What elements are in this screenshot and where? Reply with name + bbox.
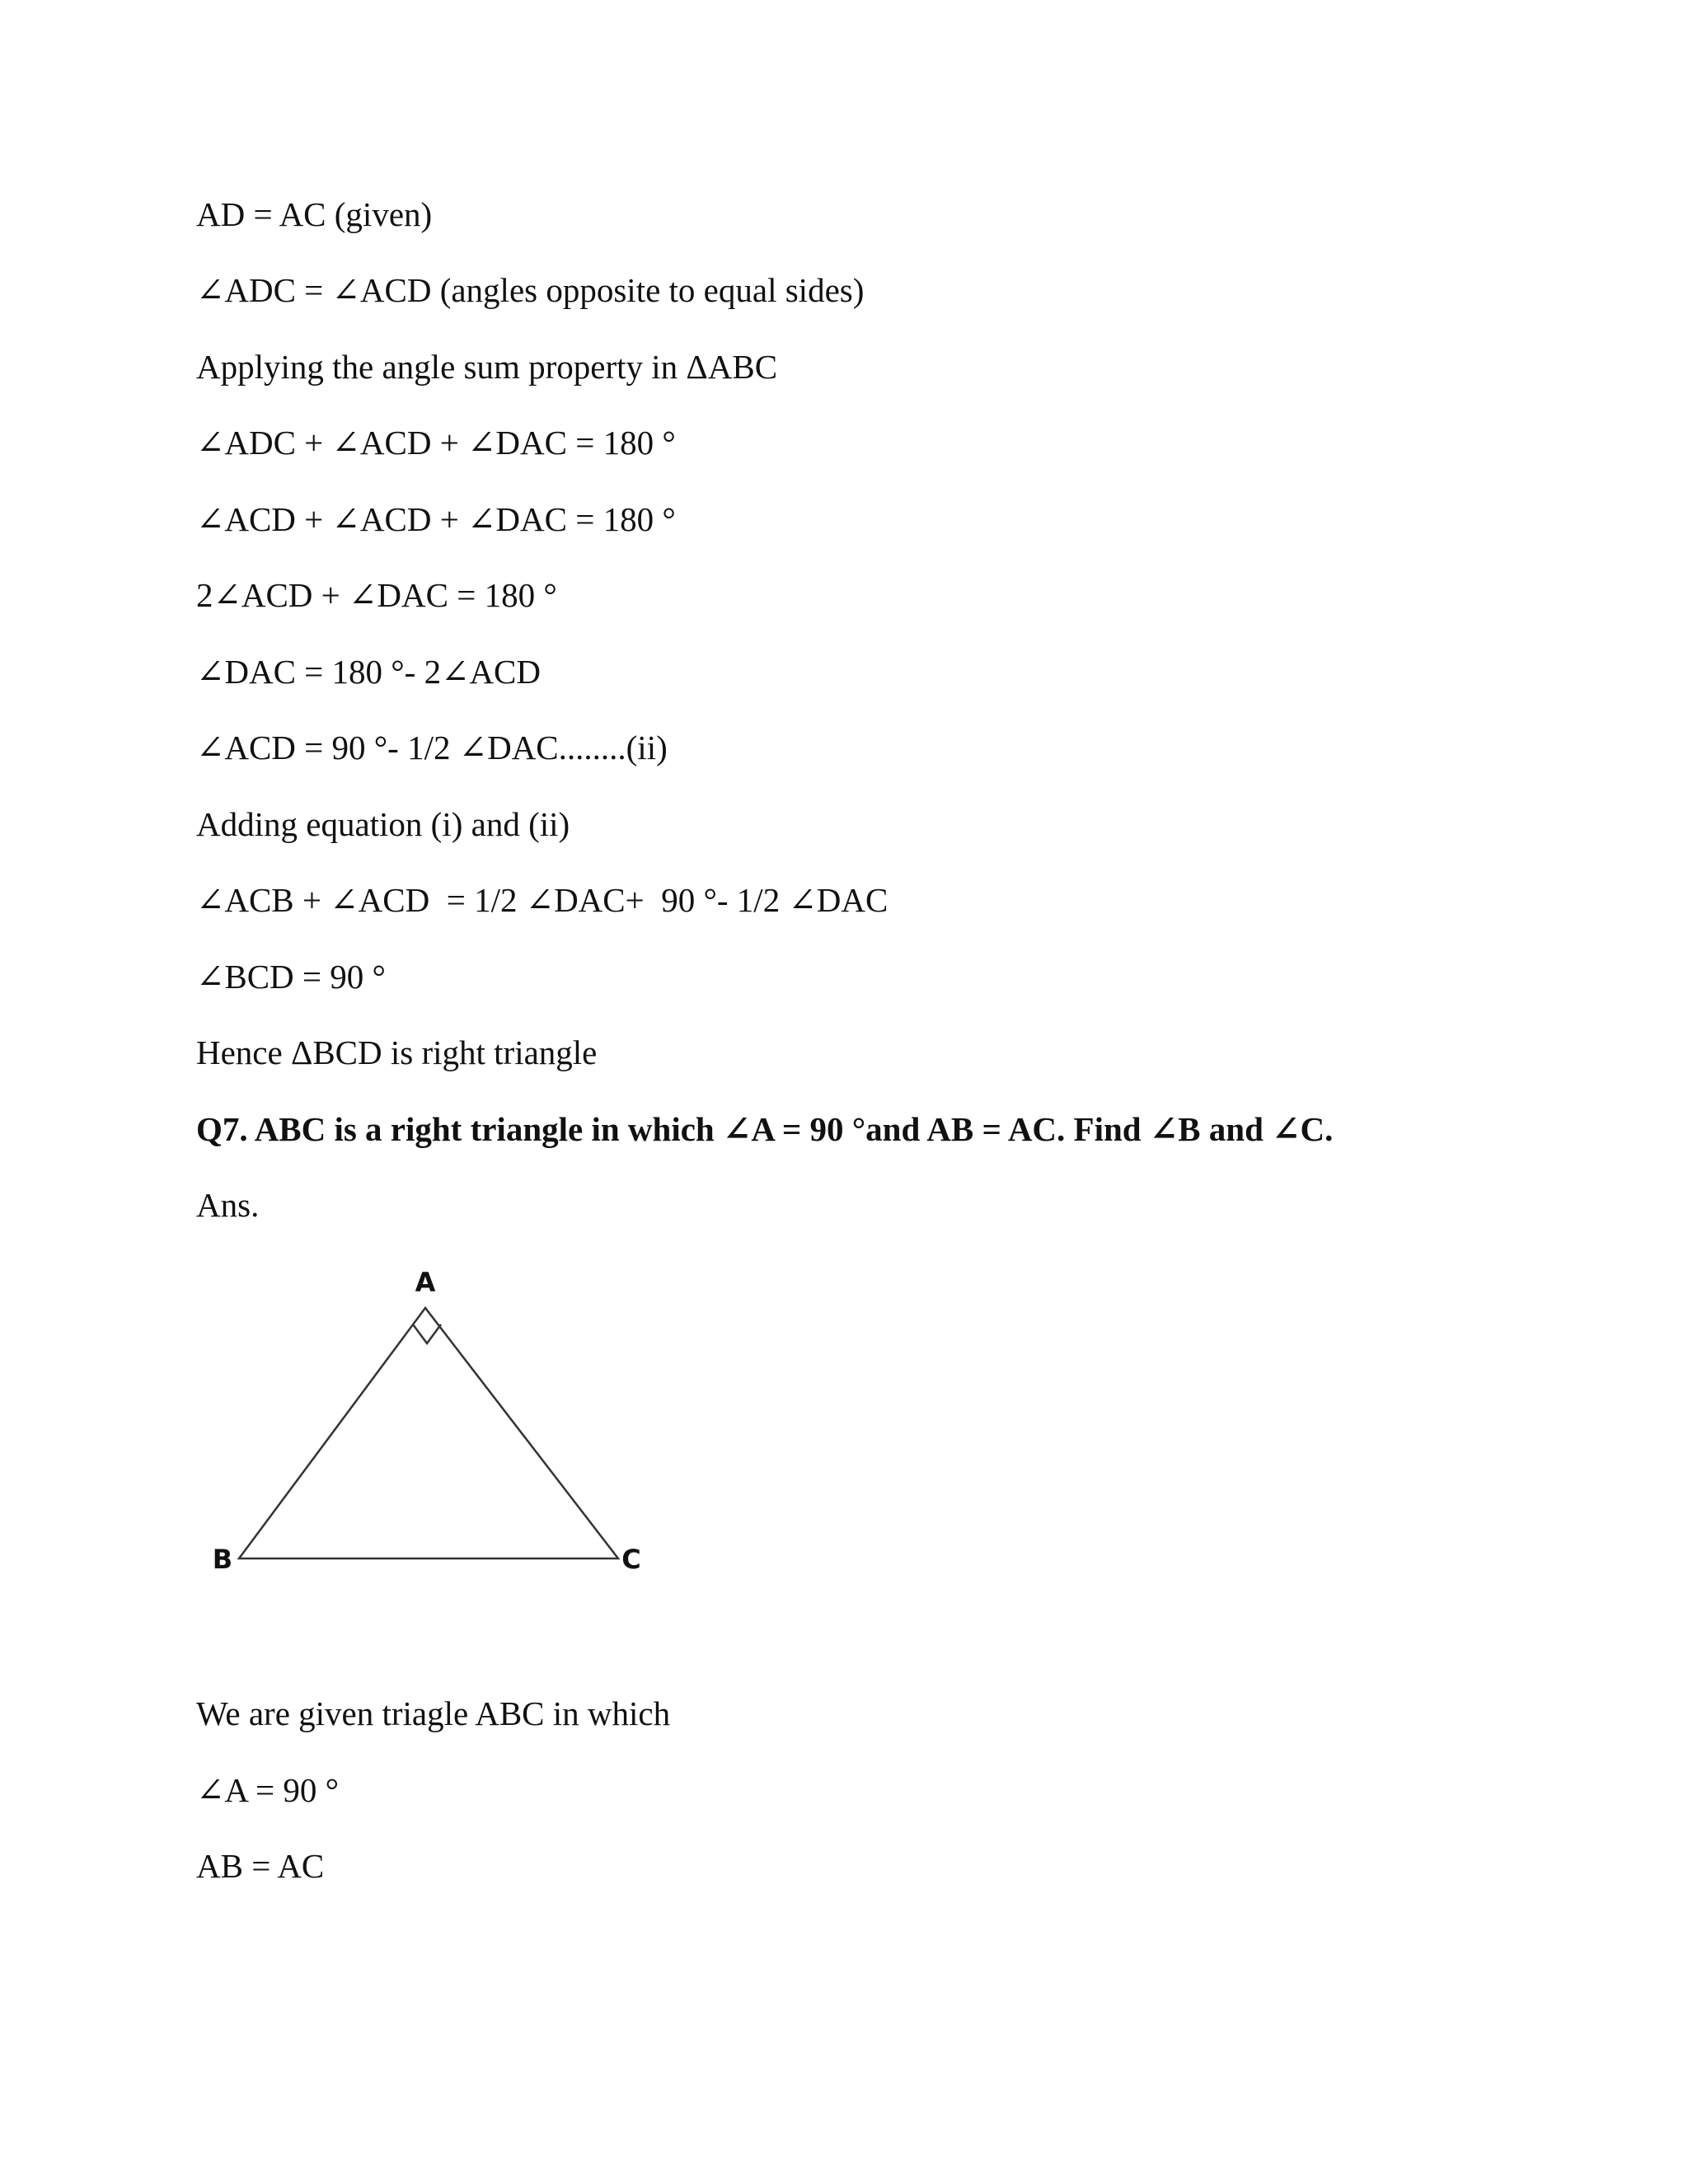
text-line-given-triangle: We are given triagle ABC in which [196,1694,671,1732]
text-line-given: AD = AC (given) [196,195,433,233]
triangle-diagram [196,1257,658,1586]
triangle-figure [196,1257,658,1586]
text-line-equation-2: ∠ACD + ∠ACD + ∠DAC = 180 ° [196,500,676,538]
text-line-conclusion: Hence ΔBCD is right triangle [196,1033,598,1071]
right-angle-marker [413,1324,441,1343]
text-line-ab-ac: AB = AC [196,1847,325,1885]
text-line-equation-1: ∠ADC + ∠ACD + ∠DAC = 180 ° [196,424,676,462]
vertex-b-label: B [212,1544,233,1575]
text-line-equation-3: 2∠ACD + ∠DAC = 180 ° [196,576,557,614]
triangle-abc [239,1308,618,1558]
text-line-bcd: ∠BCD = 90 ° [196,958,386,996]
text-line-sum: ∠ACB + ∠ACD = 1/2 ∠DAC+ 90 °- 1/2 ∠DAC [196,881,889,919]
vertex-c-label: C [621,1544,641,1575]
text-line-equal-angles: ∠ADC = ∠ACD (angles opposite to equal sides) [196,271,865,309]
text-line-equation-4: ∠DAC = 180 °- 2∠ACD [196,653,542,691]
text-line-angle-a: ∠A = 90 ° [196,1771,339,1809]
vertex-a-label: A [415,1267,436,1298]
text-line-adding: Adding equation (i) and (ii) [196,805,570,843]
question-heading: Q7. ABC is a right triangle in which ∠A = 90 °and AB = AC. Find ∠B and ∠C. [196,1110,1334,1148]
text-line-angle-sum: Applying the angle sum property in ΔABC [196,348,778,386]
answer-label: Ans. [196,1186,260,1224]
text-line-equation-ii: ∠ACD = 90 °- 1/2 ∠DAC........(ii) [196,729,668,766]
